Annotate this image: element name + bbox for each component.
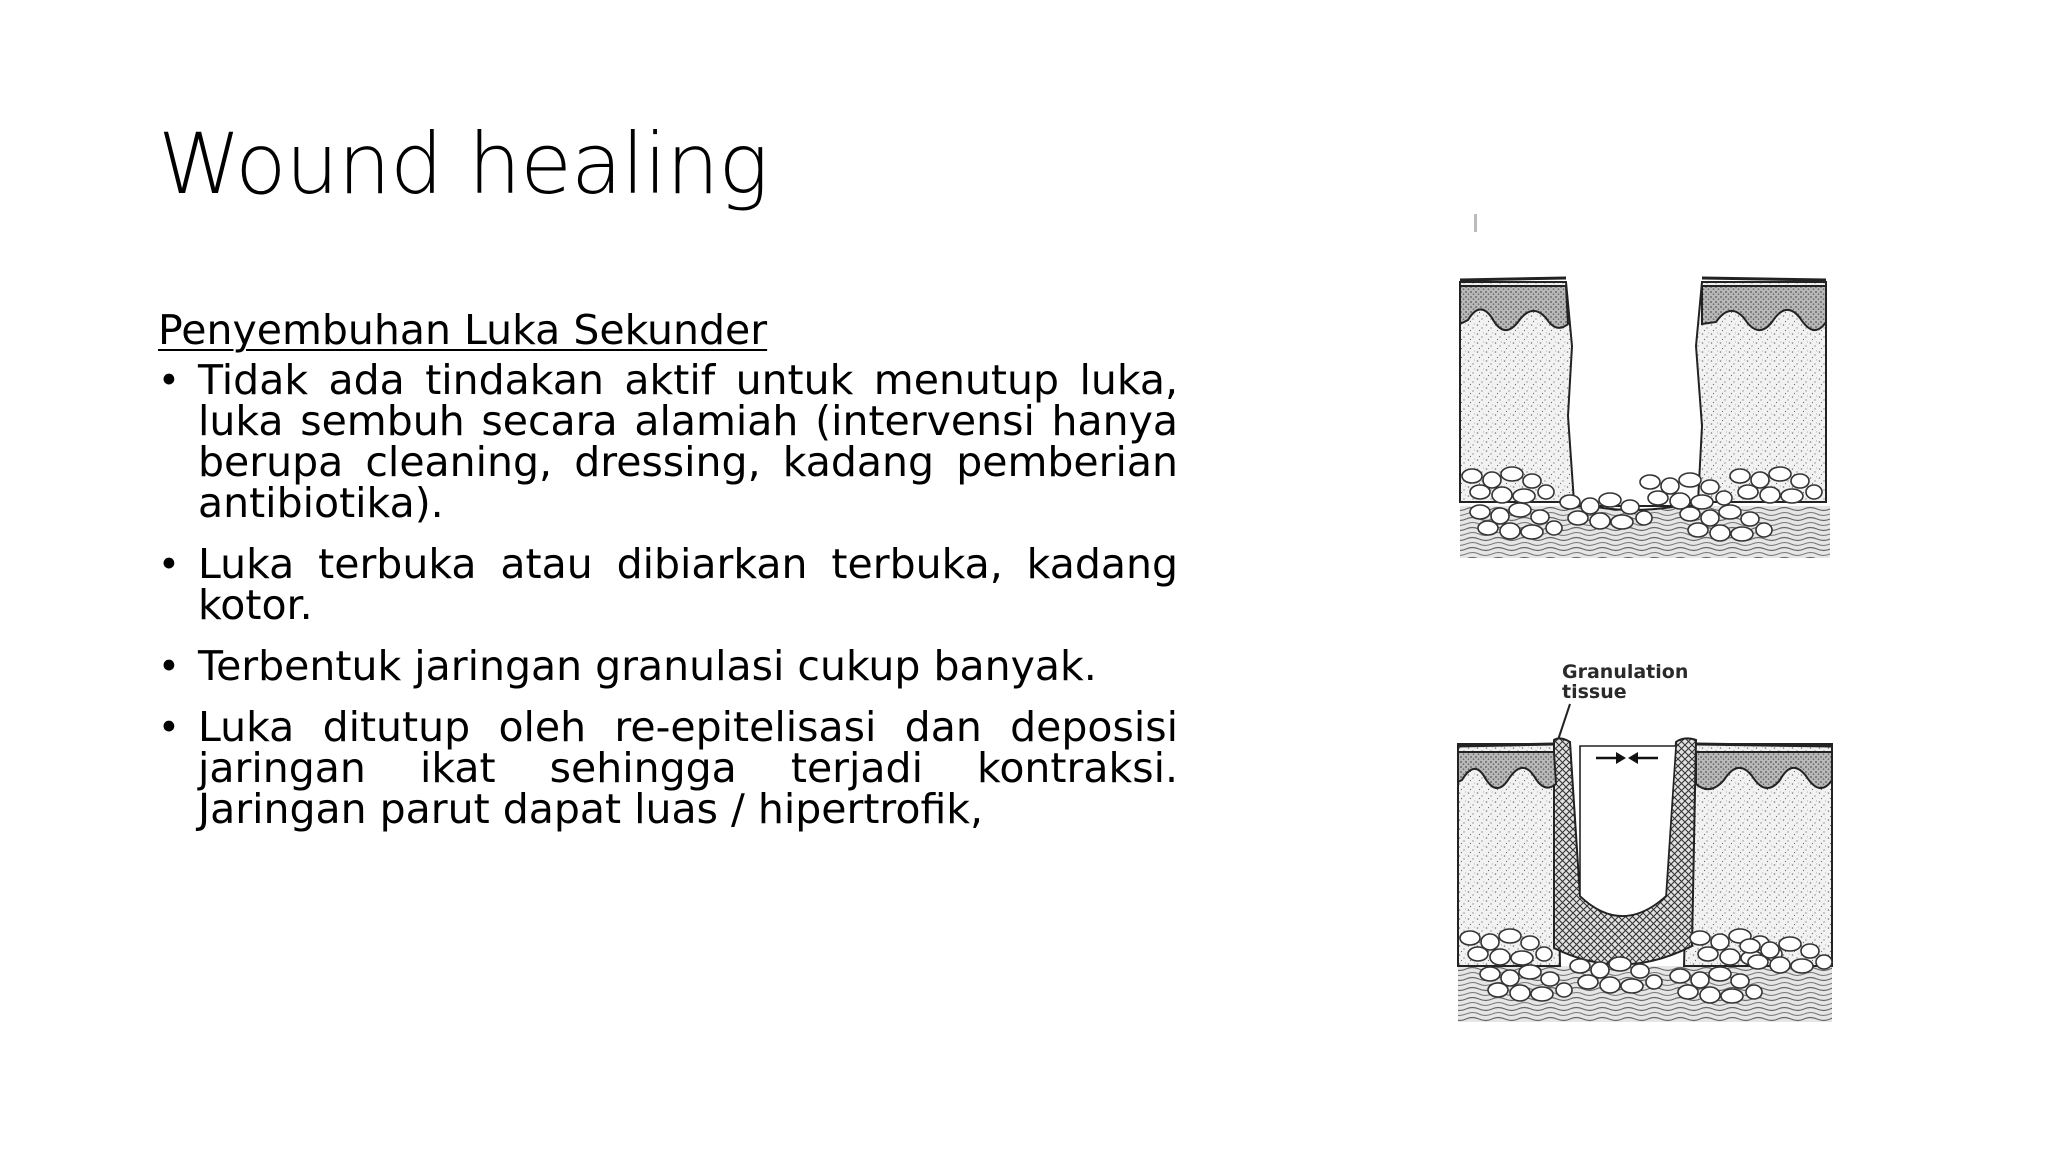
figure-label-tissue: tissue — [1562, 681, 1627, 703]
bullet-item — [158, 356, 1178, 527]
bullet-list — [158, 356, 1178, 833]
bullet-item — [158, 703, 1178, 833]
wound-diagram — [1440, 206, 1840, 1066]
open-wound-panel — [1460, 278, 1830, 558]
figure-label-granulation: Granulation — [1562, 661, 1689, 683]
bullet-marker: • — [158, 706, 180, 749]
bullet-text: Luka terbuka atau dibiarkan terbuka, kadang kotor. — [198, 540, 1178, 629]
wound-healing-figure — [1440, 206, 1840, 1066]
bullet-text: Luka ditutup oleh re-epitelisasi dan deposisi jaringan ikat sehingga terjadi kontraksi. Jaringan parut dapat luas / hipertrofik, — [198, 703, 1178, 833]
bullet-marker: • — [158, 543, 180, 586]
bullet-item — [158, 540, 1178, 629]
bullet-text: Tidak ada tindakan aktif untuk menutup luka, luka sembuh secara alamiah (intervensi hanya berupa cleaning, dressing, kadang pemberian antibiotika). — [198, 356, 1178, 527]
bullet-text: Terbentuk jaringan granulasi cukup banyak. — [198, 642, 1097, 690]
bullet-marker: • — [158, 359, 180, 402]
slide-content — [158, 306, 1178, 850]
section-subheading: Penyembuhan Luka Sekunder — [158, 306, 768, 354]
bullet-item — [158, 642, 1178, 690]
slide-title: Wound healing — [158, 115, 768, 213]
granulation-wound-panel — [1458, 661, 1832, 1022]
bullet-marker: • — [158, 645, 180, 688]
